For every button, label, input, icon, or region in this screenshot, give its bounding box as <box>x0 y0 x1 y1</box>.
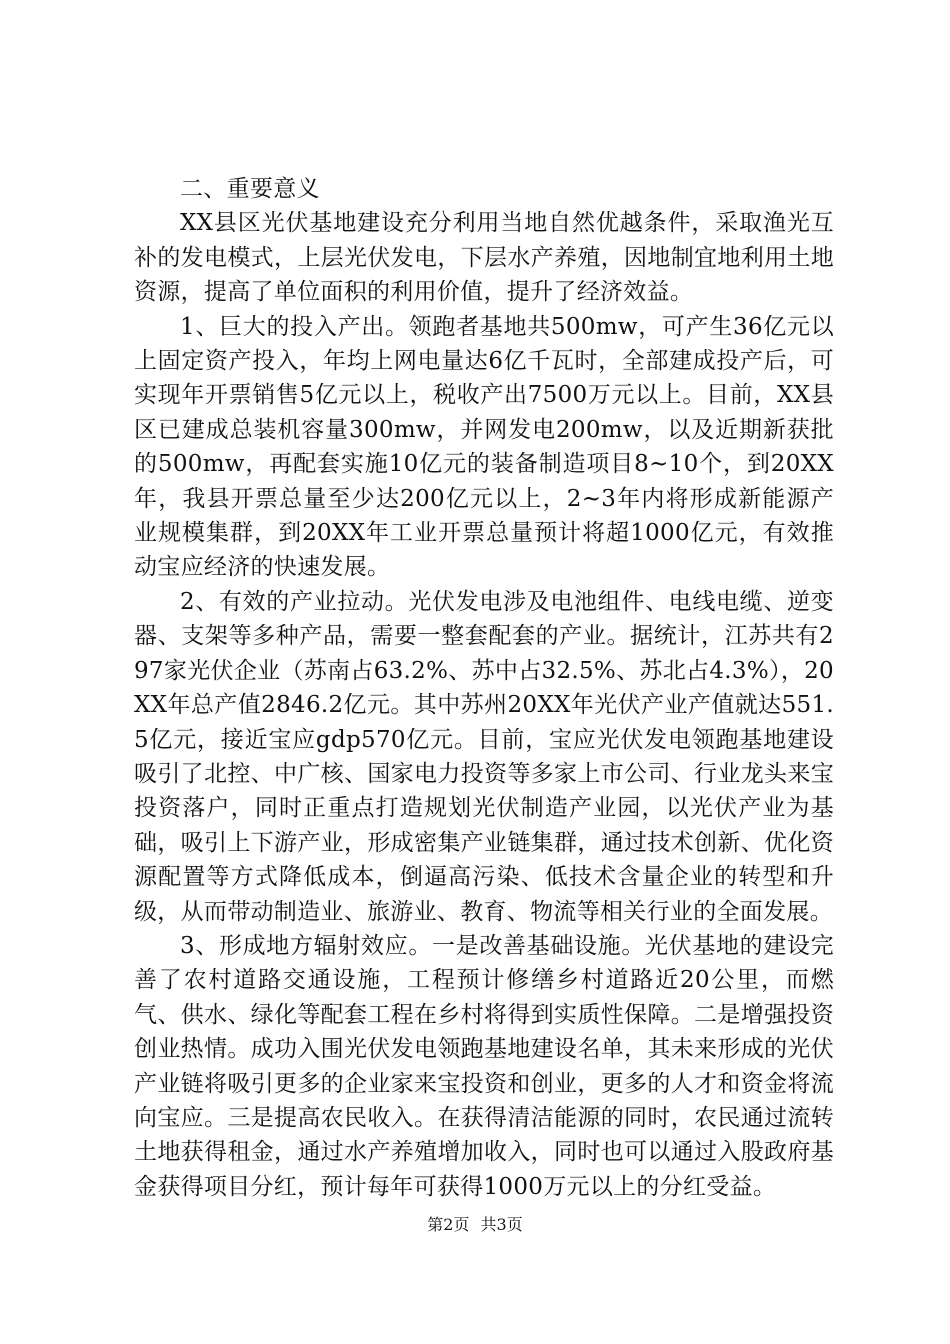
page-number-total: 共3页 <box>480 1215 523 1234</box>
document-body <box>134 172 834 1204</box>
paragraph-local-radiation: 3、形成地方辐射效应。一是改善基础设施。光伏基地的建设完善了农村道路交通设施，工程预计修缮乡村道路近20公里，而燃气、供水、绿化等配套工程在乡村将得到实质性保障。二是增强投资创业热情。成功入围光伏发电领跑基地建设名单，其未来形成的光伏产业链将吸引更多的企业家来宝投资和创业，更多的人才和资金将流向宝应。三是提高农民收入。在获得清洁能源的同时，农民通过流转土地获得租金，通过水产养殖增加收入，同时也可以通过入股政府基金获得项目分红，预计每年可获得1000万元以上的分红受益。 <box>134 932 834 1200</box>
page-number-current: 第2页 <box>427 1215 470 1234</box>
section-heading: 二、重要意义 <box>180 176 320 202</box>
paragraph-intro: XX县区光伏基地建设充分利用当地自然优越条件，采取渔光互补的发电模式，上层光伏发电，下层水产养殖，因地制宜地利用土地资源，提高了单位面积的利用价值，提升了经济效益。 <box>134 210 834 306</box>
paragraph-investment-output: 1、巨大的投入产出。领跑者基地共500mw，可产生36亿元以上固定资产投入，年均上网电量达6亿千瓦时，全部建成投产后，可实现年开票销售5亿元以上，税收产出7500万元以上。目前，XX县区已建成总装机容量300mw，并网发电200mw，以及近期新获批的500mw，再配套实施10亿元的装备制造项目8~10个，到20XX年，我县开票总量至少达200亿元以上，2~3年内将形成新能源产业规模集群，到20XX年工业开票总量预计将超1000亿元，有效推动宝应经济的快速发展。 <box>134 313 834 581</box>
paragraph-industry-driving: 2、有效的产业拉动。光伏发电涉及电池组件、电线电缆、逆变器、支架等多种产品，需要一整套配套的产业。据统计，江苏共有297家光伏企业（苏南占63.2%、苏中占32.5%、苏北占4.3%），20XX年总产值2846.2亿元。其中苏州20XX年光伏产业产值就达551.5亿元，接近宝应gdp570亿元。目前，宝应光伏发电领跑基地建设吸引了北控、中广核、国家电力投资等多家上市公司、行业龙头来宝投资落户，同时正重点打造规划光伏制造产业园，以光伏产业为基础，吸引上下游产业，形成密集产业链集群，通过技术创新、优化资源配置等方式降低成本，倒逼高污染、低技术含量企业的转型和升级，从而带动制造业、旅游业、教育、物流等相关行业的全面发展。 <box>134 588 834 925</box>
page-footer <box>0 1215 950 1235</box>
